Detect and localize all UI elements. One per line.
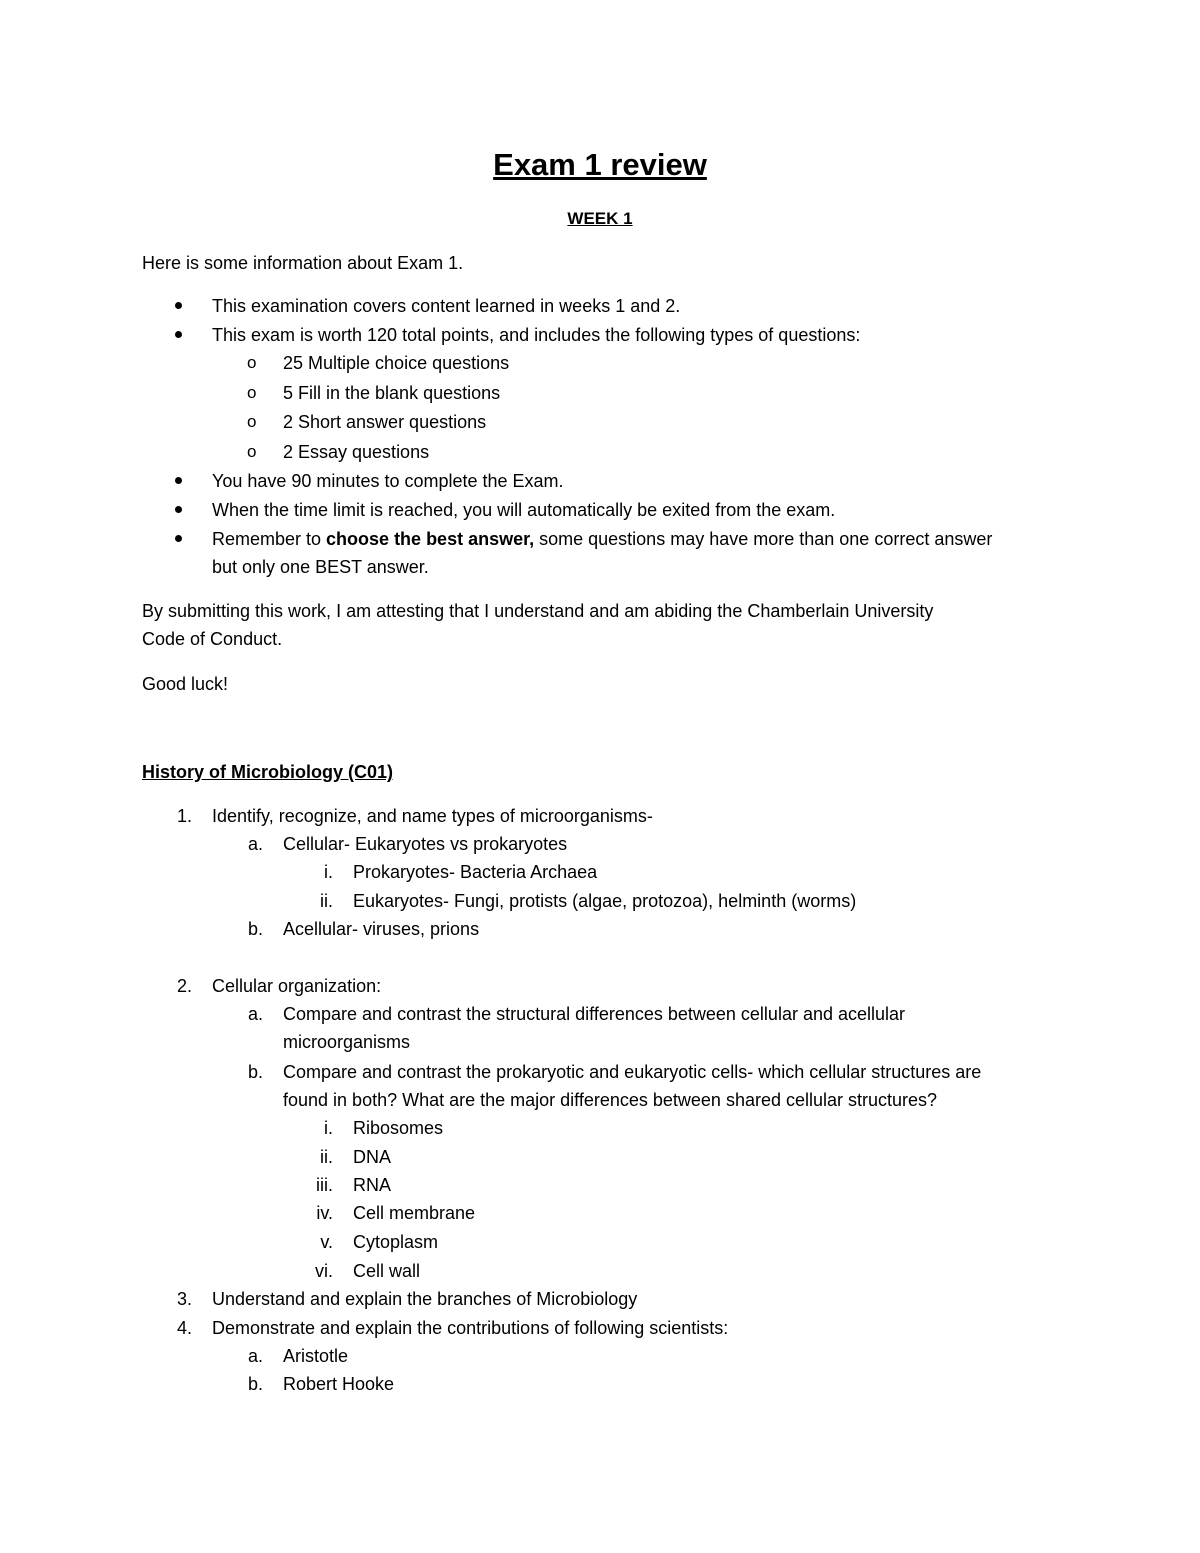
bullet-item: This examination covers content learned in weeks 1 and 2. — [212, 296, 681, 316]
bullet-icon — [175, 331, 182, 338]
bullet-emphasis: choose the best answer, — [326, 529, 535, 549]
bullet-item — [212, 525, 992, 553]
bullet-text: Remember to — [212, 529, 327, 549]
sub-bullet-item: 2 Essay questions — [283, 442, 430, 462]
sub-bullet-icon: o — [247, 442, 257, 461]
list-item: DNA — [353, 1147, 392, 1167]
list-item: Aristotle — [283, 1346, 349, 1366]
list-marker: i. — [324, 862, 333, 882]
list-item: Cell membrane — [353, 1203, 476, 1223]
attestation-text: Code of Conduct. — [142, 629, 283, 649]
bullet-text: some questions may have more than one correct answer — [534, 529, 993, 549]
list-marker: ii. — [320, 891, 333, 911]
list-item: Acellular- viruses, prions — [283, 919, 480, 939]
list-item: RNA — [353, 1175, 392, 1195]
sub-bullet-item: 25 Multiple choice questions — [283, 353, 510, 373]
list-item: Identify, recognize, and name types of microorganisms- — [212, 806, 653, 826]
list-item: Cellular organization: — [212, 976, 382, 996]
bullet-icon — [175, 477, 182, 484]
list-item: Cellular- Eukaryotes vs prokaryotes — [283, 834, 568, 854]
list-item: Prokaryotes- Bacteria Archaea — [353, 862, 598, 882]
list-item-continuation: microorganisms — [283, 1032, 411, 1052]
list-item: Compare and contrast the structural differences between cellular and acellular — [283, 1004, 906, 1024]
sub-bullet-icon: o — [247, 412, 257, 431]
bullet-icon — [175, 535, 182, 542]
list-item: Eukaryotes- Fungi, protists (algae, protozoa), helminth (worms) — [353, 891, 857, 911]
list-marker: iv. — [316, 1203, 333, 1223]
sub-bullet-icon: o — [247, 353, 257, 372]
bullet-icon — [175, 302, 182, 309]
list-item: Robert Hooke — [283, 1374, 395, 1394]
bullet-item: You have 90 minutes to complete the Exam. — [212, 471, 564, 491]
list-marker: b. — [247, 1062, 263, 1082]
page-title: Exam 1 review — [493, 147, 707, 182]
list-marker: b. — [247, 919, 263, 939]
bullet-item: This exam is worth 120 total points, and includes the following types of questions: — [212, 325, 861, 345]
list-marker: 3. — [176, 1289, 192, 1309]
list-marker: v. — [320, 1232, 333, 1252]
attestation-text: By submitting this work, I am attesting that I understand and am abiding the Chamberlain University — [142, 601, 934, 621]
list-marker: a. — [247, 1004, 263, 1024]
intro-text: Here is some information about Exam 1. — [142, 253, 464, 273]
list-item: Demonstrate and explain the contributions of following scientists: — [212, 1318, 729, 1338]
list-item: Ribosomes — [353, 1118, 444, 1138]
list-marker: i. — [324, 1118, 333, 1138]
list-item: Understand and explain the branches of Microbiology — [212, 1289, 638, 1309]
list-marker: vi. — [315, 1261, 333, 1281]
list-item-continuation: found in both? What are the major differences between shared cellular structures? — [283, 1090, 938, 1110]
section-heading: History of Microbiology (C01) — [142, 762, 394, 782]
sub-bullet-item: 5 Fill in the blank questions — [283, 383, 501, 403]
week-heading: WEEK 1 — [567, 209, 633, 228]
list-marker: 4. — [176, 1318, 192, 1338]
list-marker: 2. — [176, 976, 192, 996]
bullet-item: When the time limit is reached, you will automatically be exited from the exam. — [212, 500, 836, 520]
list-marker: a. — [247, 1346, 263, 1366]
list-marker: b. — [247, 1374, 263, 1394]
bullet-icon — [175, 506, 182, 513]
closing-text: Good luck! — [142, 674, 229, 694]
sub-bullet-item: 2 Short answer questions — [283, 412, 487, 432]
list-item: Cell wall — [353, 1261, 421, 1281]
list-marker: iii. — [316, 1175, 333, 1195]
sub-bullet-icon: o — [247, 383, 257, 402]
bullet-item-continuation: but only one BEST answer. — [212, 557, 429, 577]
list-item: Compare and contrast the prokaryotic and eukaryotic cells- which cellular structures are — [283, 1062, 982, 1082]
list-marker: 1. — [176, 806, 192, 826]
list-item: Cytoplasm — [353, 1232, 439, 1252]
list-marker: a. — [247, 834, 263, 854]
list-marker: ii. — [320, 1147, 333, 1167]
